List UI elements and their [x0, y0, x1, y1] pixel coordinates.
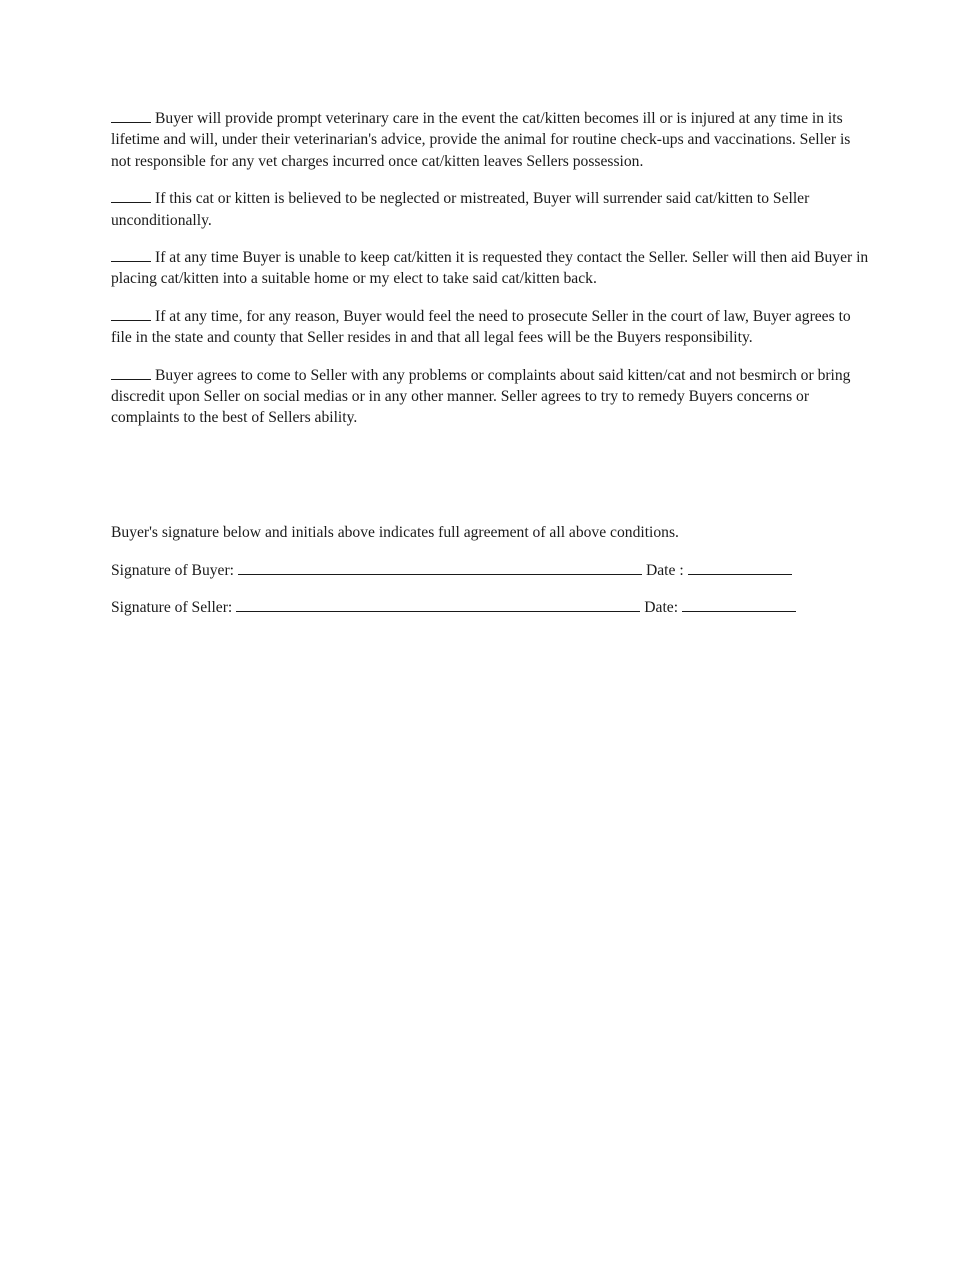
initials-blank[interactable] [111, 188, 151, 203]
seller-signature-row [111, 597, 871, 618]
seller-date-label: Date: [644, 599, 679, 616]
clauses-list [111, 108, 871, 429]
clause-text: If at any time Buyer is unable to keep cat/kitten it is requested they contact the Seller. Seller will then aid Buyer in placing cat/kitten into a suitable home or my elect to take said cat/kitten back. [111, 249, 869, 288]
clause-text: Buyer will provide prompt veterinary care in the event the cat/kitten becomes ill or is injured at any time in its lifetime and will, under their veterinarian's advice, provide the animal for routine check-ups and vaccinations. Seller is not responsible for any vet charges incurred once cat/kitten leaves Sellers possession. [111, 110, 851, 170]
buyer-signature-label: Signature of Buyer: [111, 562, 234, 579]
agreement-statement: Buyer's signature below and initials above indicates full agreement of all above conditions. [111, 524, 679, 541]
initials-blank[interactable] [111, 306, 151, 321]
clause-rehoming [111, 247, 871, 290]
buyer-date-field[interactable] [688, 560, 792, 575]
initials-blank[interactable] [111, 247, 151, 262]
buyer-date-label: Date : [646, 562, 684, 579]
seller-date-field[interactable] [682, 597, 796, 612]
clause-text: If at any time, for any reason, Buyer would feel the need to prosecute Seller in the court of law, Buyer agrees to file in the state and county that Seller resides in and that all legal fees will be the Buyers responsibility. [111, 307, 851, 347]
seller-signature-field[interactable] [236, 597, 640, 612]
clause-complaints [111, 365, 871, 429]
clause-text: Buyer agrees to come to Seller with any problems or complaints about said kitten/cat and not besmirch or bring discredit upon Seller on social medias or in any other manner. Seller agrees to try to remedy Buyers concerns or complaints to the best of Sellers ability. [111, 366, 851, 427]
clause-neglect [111, 188, 871, 231]
seller-signature-label: Signature of Seller: [111, 599, 233, 616]
clause-vet-care [111, 108, 871, 172]
buyer-signature-row [111, 560, 871, 581]
initials-blank[interactable] [111, 108, 151, 123]
buyer-signature-field[interactable] [238, 560, 642, 575]
clause-text: If this cat or kitten is believed to be neglected or mistreated, Buyer will surrender said cat/kitten to Seller unconditionally. [111, 190, 810, 229]
clause-legal [111, 306, 871, 349]
initials-blank[interactable] [111, 365, 151, 380]
